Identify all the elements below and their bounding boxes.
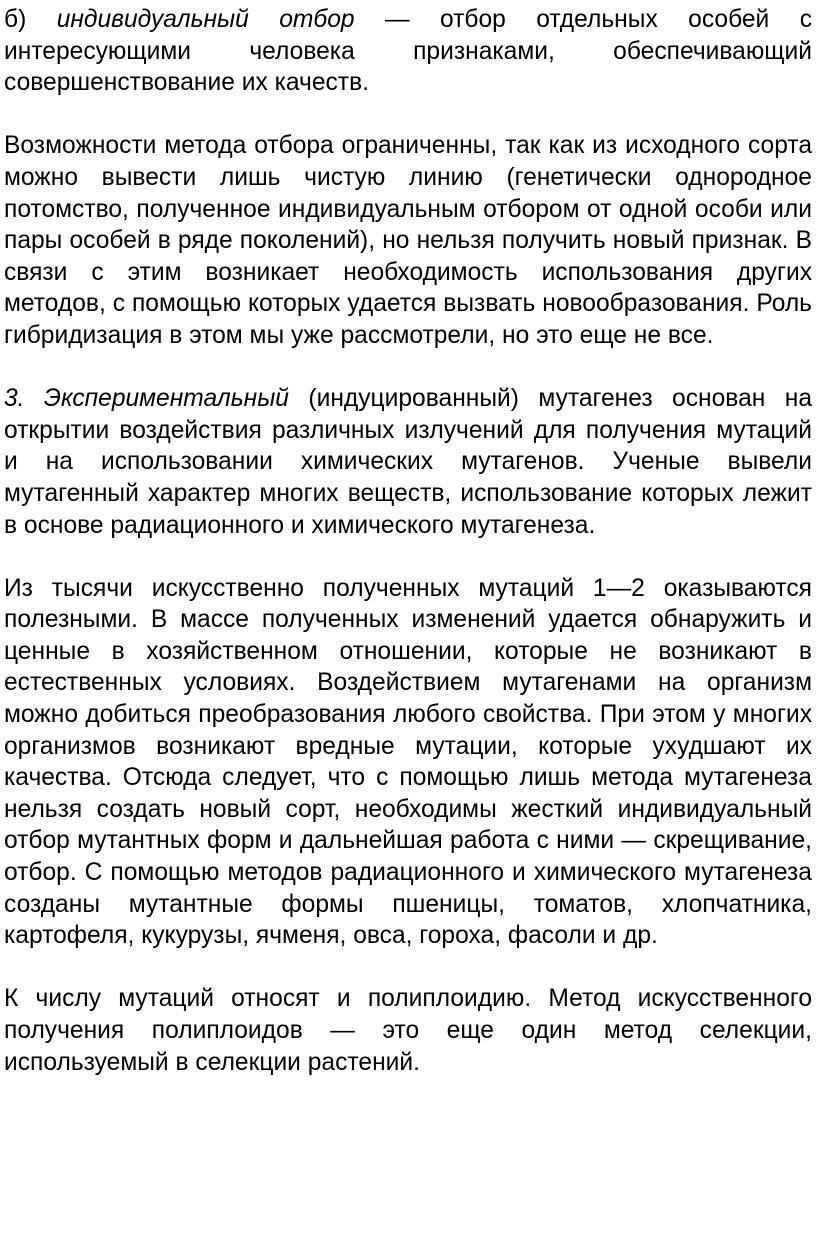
list-marker: б) [4, 6, 57, 33]
term-experimental-mutagenesis: 3. Экспериментальный [4, 385, 289, 413]
mutagenesis-text: (индуцированный) мутагенез основан на открытии воздействия различных излучений для получения мутаций и на использовании химических мутагенов. Ученые вывели мутагенный характер многих веществ, использование которых лежит в основе радиационного и химического мутагенеза. [4, 385, 812, 539]
definition-text: — отбор отдельных особей с интересующими человека признаками, обеспечивающий совершенствование их качеств. [4, 6, 812, 97]
paragraph-polyploidy: К числу мутаций относят и полиплоидию. Метод искусственного получения полиплоидов — это еще один метод селекции, используемый в селекции растений. [4, 985, 812, 1076]
term-individual-selection: индивидуальный отбор [56, 6, 355, 33]
paragraph-selection-limits: Возможности метода отбора ограниченны, так как из исходного сорта можно вывести лишь чистую линию (генетически однородное потомство, полученное индивидуальным отбором от одной особи или пары особей в ряде поколений), но нельзя получить новый признак. В связи с этим возникает необходимость использования других методов, с помощью которых удается вызвать новообразования. Роль гибридизация в этом мы уже рассмотрели, но это еще не все. [4, 132, 812, 349]
paragraph-individual-selection [4, 4, 812, 99]
document-page [4, 4, 812, 1078]
paragraph-experimental-mutagenesis [4, 383, 812, 541]
paragraph-mutations-usefulness: Из тысячи искусственно полученных мутаций 1—2 оказываются полезными. В массе полученных изменений удается обнаружить и ценные в хозяйственном отношении, которые не возникают в естественных условиях. Воздействием мутагенами на организм можно добиться преобразования любого свойства. При этом у многих организмов возникают вредные мутации, которые ухудшают их качества. Отсюда следует, что с помощью лишь метода мутагенеза нельзя создать новый сорт, необходимы жесткий индивидуальный отбор мутантных форм и дальнейшая работа с ними — скрещивание, отбор. С помощью методов радиационного и химического мутагенеза созданы мутантные формы пшеницы, томатов, хлопчатника, картофеля, кукурузы, ячменя, овса, гороха, фасоли и др. [4, 574, 812, 950]
